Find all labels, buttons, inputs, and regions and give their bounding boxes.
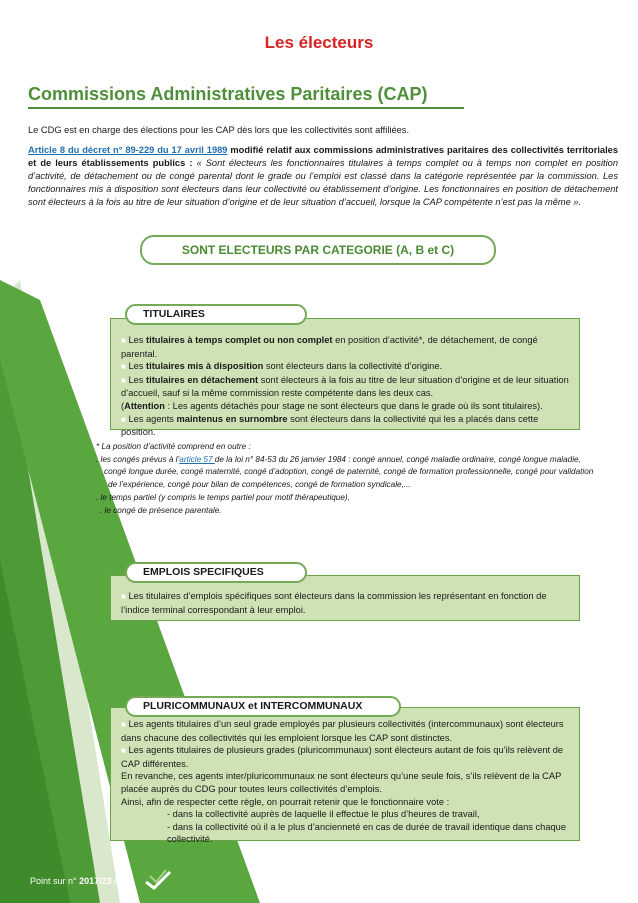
intro-text: Le CDG est en charge des élections pour les CAP dès lors que les collectivités sont affiliées. (28, 125, 410, 135)
text: sont électeurs dans la collectivité d’origine. (263, 361, 443, 372)
article-link[interactable]: Article 8 du décret n° 89-229 du 17 avril 1989 (28, 145, 228, 155)
category-banner: SONT ELECTEURS PAR CATEGORIE (A, B et C) (140, 235, 496, 265)
text: Les (128, 374, 147, 385)
text-bold: maintenus en surnombre (176, 413, 288, 424)
bullet-icon: ■ (121, 592, 126, 601)
article-bold: modifié relatif aux commissions administratives paritaires des collectivités territoriales et de leurs établissements publics : (28, 145, 618, 169)
article-57-link[interactable]: article 57 (179, 454, 215, 464)
text: Les agents titulaires d’un seul grade employés par plusieurs collectivités (intercommunaux) sont électeurs dans chacune des collectivités qui les emploient lorsque les CAP sont distinctes. (121, 719, 564, 743)
footer (30, 876, 134, 886)
section-title: Commissions Administratives Paritaires (CAP) (28, 84, 428, 104)
bullet-icon: ■ (121, 746, 126, 756)
pluri-box (110, 707, 580, 845)
text: ( (121, 400, 125, 411)
text: de la loi n° 84-53 du 26 janvier 1984 : congé annuel, congé maladie ordinaire, congé longue maladie, (214, 454, 581, 464)
text: Les (128, 361, 147, 372)
tab-titulaires: TITULAIRES (125, 304, 307, 325)
bullet-icon: ■ (121, 720, 126, 729)
text: - dans la collectivité auprès de laquelle il effectue le plus d’heures de travail, (167, 809, 480, 820)
cdg-logo-icon (144, 868, 172, 892)
note-line: de l’expérience, congé pour bilan de compétences, congé de formation syndicale,... (108, 480, 411, 490)
footer-page: / p. 2 (111, 876, 135, 886)
footer-prefix: Point sur n° (30, 876, 80, 886)
text: Les agents titulaires de plusieurs grades (pluricommunaux) sont électeurs autant de fois qu’ils relèvent de CAP différentes. (121, 745, 564, 769)
page-title: Les électeurs (264, 33, 374, 52)
text: . les congés prévus à l’ (96, 454, 180, 464)
section-underline (28, 107, 464, 109)
bullet-icon: ■ (121, 336, 126, 345)
text-bold: titulaires mis à disposition (146, 361, 264, 372)
article-quote: « Sont électeurs les fonctionnaires titulaires à temps complet ou à temps non complet en position d’activité, de détachement ou de congé parental dont le grade ou l’emploi est classé dans la catégorie représentée par la commission. Les fonctionnaires mis à disposition sont électeurs dans leur collectivité ou établissement d’origine. Les fonctionnaires en position de détachement sont électeurs à la fois au titre de leur situation d’origine et de leur situation d’accueil, lorsque la CAP compétente n’est pas la même ». (28, 158, 619, 208)
text: Ainsi, afin de respecter cette règle, on pourrait retenir que le fonctionnaire vote : (121, 796, 450, 807)
bullet-icon: ■ (121, 362, 126, 372)
article-paragraph (28, 144, 618, 209)
text: Les agents (128, 413, 177, 424)
tab-emplois-specifiques: EMPLOIS SPECIFIQUES (125, 562, 307, 583)
text: En revanche, ces agents inter/pluricommunaux ne sont électeurs qu’une seule fois, s’ils relèvent de la CAP placée auprès du CDG pour toutes leurs collectivités d’emplois. (121, 771, 562, 794)
text: Les (128, 335, 147, 345)
text: - dans la collectivité où il a le plus d’ancienneté en cas de durée de travail identique dans chaque collectivité. (167, 821, 566, 845)
bullet-icon: ■ (121, 375, 126, 385)
attention-label: Attention (124, 400, 165, 411)
text: sont électeurs dans la collectivité qui les a placés dans cette position. (121, 413, 539, 438)
note-line: . le congé de présence parentale. (100, 505, 222, 515)
footnote (96, 441, 628, 517)
tab-pluricommunaux: PLURICOMMUNAUX et INTERCOMMUNAUX (125, 696, 401, 717)
note-line: congé longue durée, congé maternité, congé d’adoption, congé de paternité, congé de formation professionnelle, congé pour validation (104, 467, 594, 477)
note-line: * La position d’activité comprend en outre : (96, 442, 251, 451)
text-bold: titulaires en détachement (146, 374, 259, 385)
text: : Les agents détachés pour stage ne sont électeurs que dans le grade où ils sont titulaires). (164, 400, 543, 411)
text: Les titulaires d’emplois spécifiques sont électeurs dans la commission les représentant en fonction de l’indice terminal correspondant à leur emploi. (121, 591, 547, 615)
text: sont électeurs à la fois au titre de leur situation d’origine et de leur situation d’accueil, sauf si la même commission reste compétente dans les deux cas. (121, 374, 569, 399)
text: en position d’activité*, de détachement, de congé parental. (121, 335, 538, 359)
text-bold: titulaires à temps complet ou non complet (146, 335, 333, 345)
footer-issue: 2017/23 (79, 876, 112, 886)
titulaires-box (110, 318, 580, 438)
bullet-icon: ■ (121, 414, 126, 424)
note-line: . le temps partiel (y compris le temps partiel pour motif thérapeutique), (96, 492, 350, 502)
note-line (96, 454, 628, 467)
